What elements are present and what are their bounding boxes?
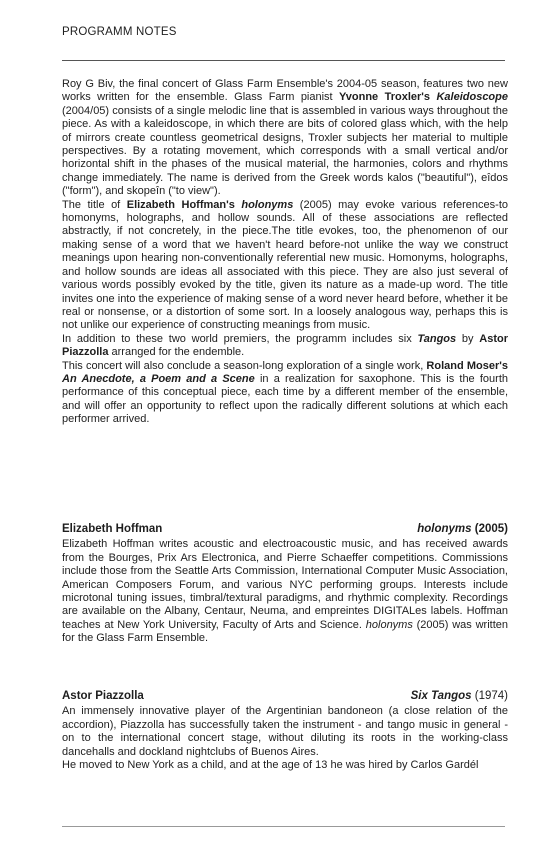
composer-heading: Astor Piazzolla <box>62 690 144 702</box>
hoffman-bio <box>62 538 508 645</box>
text-run: Elizabeth Hoffman writes acoustic and electroacoustic music, and has received awards from the Bourges, Prix Ars Electronica, and Pierre Schaeffer competitions. Commissions include those from the Seattle Arts Commission, International Computer Music Association, American Composers Forum, and various NYC performing groups. Interests include microtonal tuning issues, timbral/textural paradigms, and rhythmic complexity. Recordings are available on the Albany, Centaur, Neuma, and empreintes DIGITALes labels. Hoffman teaches at New York University, Faculty of Arts and Science. <box>62 538 508 631</box>
work-title: holonyms <box>365 618 413 631</box>
work-year: (2005) <box>474 523 508 535</box>
text-run: by <box>456 332 480 345</box>
work-title: Tangos <box>417 332 457 345</box>
text-run: (2005) was written for the Glass Farm Ensemble. <box>62 618 508 645</box>
work-title: Kaleidoscope <box>436 91 508 104</box>
text-run: Roy G Biv, the final concert of Glass Farm Ensemble's 2004-05 season, features two new works written for the ensemble. Glass Farm pianist <box>62 78 508 104</box>
composer-name: Astor Piazzolla <box>62 332 508 359</box>
intro-paragraph-3 <box>62 333 508 360</box>
hoffman-section <box>62 523 508 646</box>
work-title: holonyms <box>417 523 472 535</box>
section-heading <box>62 523 508 536</box>
work-title: An Anecdote, a Poem and a Scene <box>62 372 255 385</box>
work-year: (1974) <box>474 690 508 702</box>
text-run: (2005) may evoke various references-to homonyms, holographs, and hollow sounds. All of these associations are reflected abstractly, if not concretely, in the piece.The title evokes, too, the phenomenon of our making sense of a word that we haven't heard before-not unlike the way we construct meanings upon hearing non-conventionally referential new music. Homonyms, holographs, and hollow sounds are ideas all associated with this piece. They are also just several of various words possibly evoked by the title, given its nature as a made-up word. The title invites one into the experience of making sense of a word never heard before, whether it be real or nonsense, or a distortion of some sort. In a loosely analogous way, perhaps this is not unlike our experience of constructing meanings from music. <box>62 198 508 332</box>
text-run: This concert will also conclude a season-long exploration of a single work, <box>62 359 427 372</box>
intro-text <box>62 78 508 427</box>
work-title: Six Tangos <box>410 690 472 702</box>
text-run: (2004/05) consists of a single melodic line that is assembled in various ways throughout the piece. As with a kaleidoscope, in which there are bits of colored glass which, with the help of mirrors create countless geometrical designs, Troxler subjects her material to multiple perspectives. By a rotating movement, which corresponds with a small vertical and/or horizontal shift in the phases of the musical material, the harmonies, colors and rhythms change immediately. The name is derived from the Greek words kalos ("beautiful"), eîdos ("form"), and skopeîn ("to view"). <box>62 104 508 198</box>
page-header: PROGRAMM NOTES <box>62 26 177 38</box>
piazzolla-bio-paragraph-1: An immensely innovative player of the Argentinian bandoneon (a close relation of the accordion), Piazzolla has successfully taken the instrument - and tango music in general - on to the international concert stage, without diluting its roots in the working-class dancehalls and dockland nightclubs of Buenos Aires. <box>62 705 508 758</box>
text-run: The title of <box>62 198 127 211</box>
header-divider <box>62 60 505 61</box>
work-heading <box>411 690 508 703</box>
text-run: arranged for the endemble. <box>108 346 245 359</box>
piazzolla-section <box>62 690 508 772</box>
composer-name: Yvonne Troxler's <box>339 91 431 104</box>
work-title: holonyms <box>241 198 294 211</box>
work-heading <box>417 523 508 536</box>
text-run: in a realization for saxophone. This is the fourth performance of this conceptual piece, each time by a different member of the ensemble, and will offer an opportunity to reflect upon the radically different solutions at which each performer arrived. <box>62 372 508 426</box>
text-run: In addition to these two world premiers, the programm includes six <box>62 332 418 345</box>
composer-name: Elizabeth Hoffman's <box>126 198 235 211</box>
intro-paragraph-4 <box>62 360 508 427</box>
intro-paragraph-1 <box>62 78 508 199</box>
composer-heading: Elizabeth Hoffman <box>62 523 163 535</box>
composer-name: Roland Moser's <box>426 359 508 372</box>
intro-paragraph-2 <box>62 199 508 333</box>
footer-divider <box>62 826 505 827</box>
section-heading <box>62 690 508 703</box>
piazzolla-bio-paragraph-2: He moved to New York as a child, and at the age of 13 he was hired by Carlos Gardél <box>62 759 479 772</box>
